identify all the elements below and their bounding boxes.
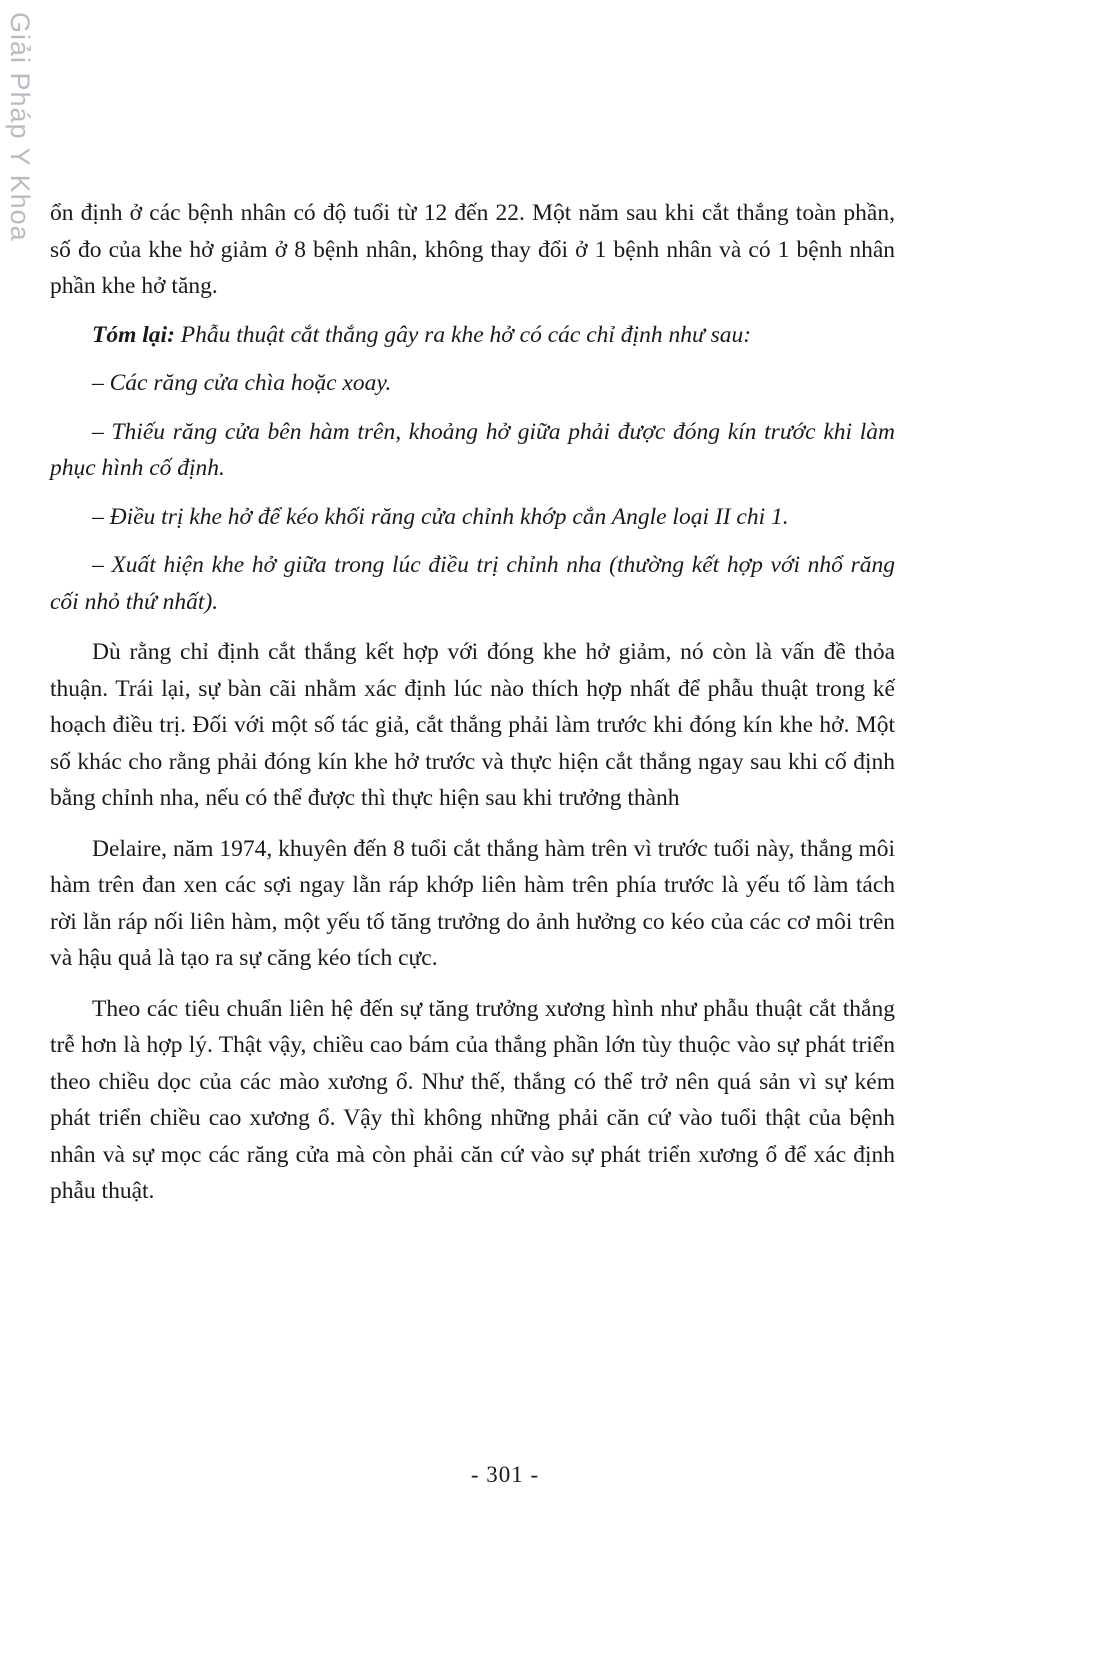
watermark-text: Giải Pháp Y Khoa: [5, 12, 35, 242]
summary-text: Phẫu thuật cắt thắng gây ra khe hở có các chỉ định như sau:: [174, 321, 752, 348]
indication-item-2: – Thiếu răng cửa bên hàm trên, khoảng hở giữa phải được đóng kín trước khi làm phục hình cố định.: [50, 418, 895, 481]
page-body: [50, 195, 895, 1210]
page-number: - 301 -: [470, 1462, 540, 1487]
summary-paragraph: [50, 317, 895, 354]
paragraph-growth-criteria: Theo các tiêu chuẩn liên hệ đến sự tăng trưởng xương hình như phẫu thuật cắt thắng trễ hơn là hợp lý. Thật vậy, chiều cao bám của thắng phần lớn tùy thuộc vào sự phát triển theo chiều dọc của các mào xương ổ. Như thế, thắng có thể trở nên quá sản vì sự kém phát triển chiều cao xương ổ. Vậy thì không những phải căn cứ vào tuổi thật của bệnh nhân và sự mọc các răng cửa mà còn phải căn cứ vào sự phát triển xương ổ để xác định phẫu thuật.: [50, 995, 895, 1204]
indication-item-4: – Xuất hiện khe hở giữa trong lúc điều trị chỉnh nha (thường kết hợp với nhổ răng cối nhỏ thứ nhất).: [50, 552, 895, 615]
paragraph-continuation: ổn định ở các bệnh nhân có độ tuổi từ 12 đến 22. Một năm sau khi cắt thắng toàn phần, số đo của khe hở giảm ở 8 bệnh nhân, không thay đổi ở 1 bệnh nhân và có 1 bệnh nhân phần khe hở tăng.: [50, 200, 895, 299]
indication-item-1: – Các răng cửa chìa hoặc xoay.: [92, 370, 392, 396]
paragraph-delaire: Delaire, năm 1974, khuyên đến 8 tuổi cắt thắng hàm trên vì trước tuổi này, thắng môi hàm trên đan xen các sợi ngay lằn ráp khớp liên hàm trên phía trước là yếu tố làm tách rời lằn ráp nối liên hàm, một yếu tố tăng trưởng do ảnh hưởng co kéo của các cơ môi trên và hậu quả là tạo ra sự căng kéo tích cực.: [50, 835, 895, 971]
paragraph-timing-debate: Dù rằng chỉ định cắt thắng kết hợp với đóng khe hở giảm, nó còn là vấn đề thỏa thuận. Trái lại, sự bàn cãi nhằm xác định lúc nào thích hợp nhất để phẫu thuật trong kế hoạch điều trị. Đối với một số tác giả, cắt thắng phải làm trước khi đóng kín khe hở. Một số khác cho rằng phải đóng kín khe hở trước và thực hiện cắt thắng ngay sau khi cố định bằng chỉnh nha, nếu có thể được thì thực hiện sau khi trưởng thành: [50, 639, 895, 811]
indication-item-3: – Điều trị khe hở để kéo khối răng cửa chỉnh khớp cắn Angle loại II chi 1.: [92, 503, 789, 530]
summary-lead: Tóm lại:: [92, 321, 175, 348]
